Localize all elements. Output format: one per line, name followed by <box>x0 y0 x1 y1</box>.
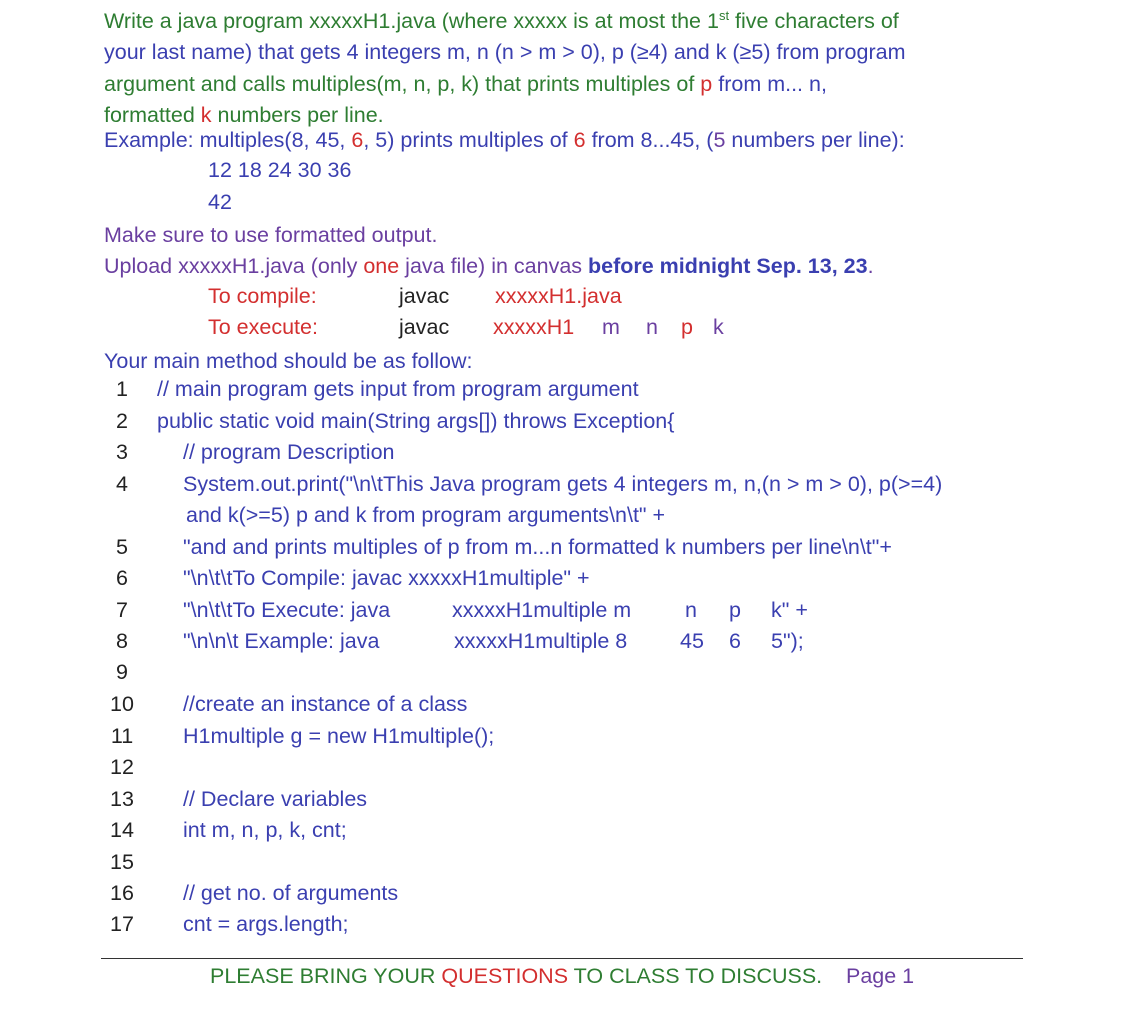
intro-line-1: Write a java program xxxxxH1.java (where xxxxx is at most the 1st five characters of <box>104 8 899 34</box>
upload-note: Upload xxxxxH1.java (only one java file) in canvas before midnight Sep. 13, 23. <box>104 254 874 278</box>
example-output-line-2: 42 <box>208 190 232 214</box>
intro-line-3: argument and calls multiples(m, n, p, k) that prints multiples of p from m... n, <box>104 71 827 96</box>
formatted-note: Make sure to use formatted output. <box>104 223 438 247</box>
page-footer: PLEASE BRING YOUR QUESTIONS TO CLASS TO DISCUSS. <box>210 964 823 988</box>
intro-line-2: your last name) that gets 4 integers m, n (n > m > 0), p (≥4) and k (≥5) from program <box>104 40 906 65</box>
page-number: Page 1 <box>846 964 915 988</box>
main-method-intro: Your main method should be as follow: <box>104 349 473 373</box>
example-line: Example: multiples(8, 45, 6, 5) prints multiples of 6 from 8...45, (5 numbers per line): <box>104 128 905 152</box>
assignment-intro <box>104 0 1104 131</box>
intro-line-4: formatted k numbers per line. <box>104 103 384 128</box>
footer-divider <box>101 958 1023 959</box>
example-output-line-1: 12 18 24 30 36 <box>208 158 352 182</box>
